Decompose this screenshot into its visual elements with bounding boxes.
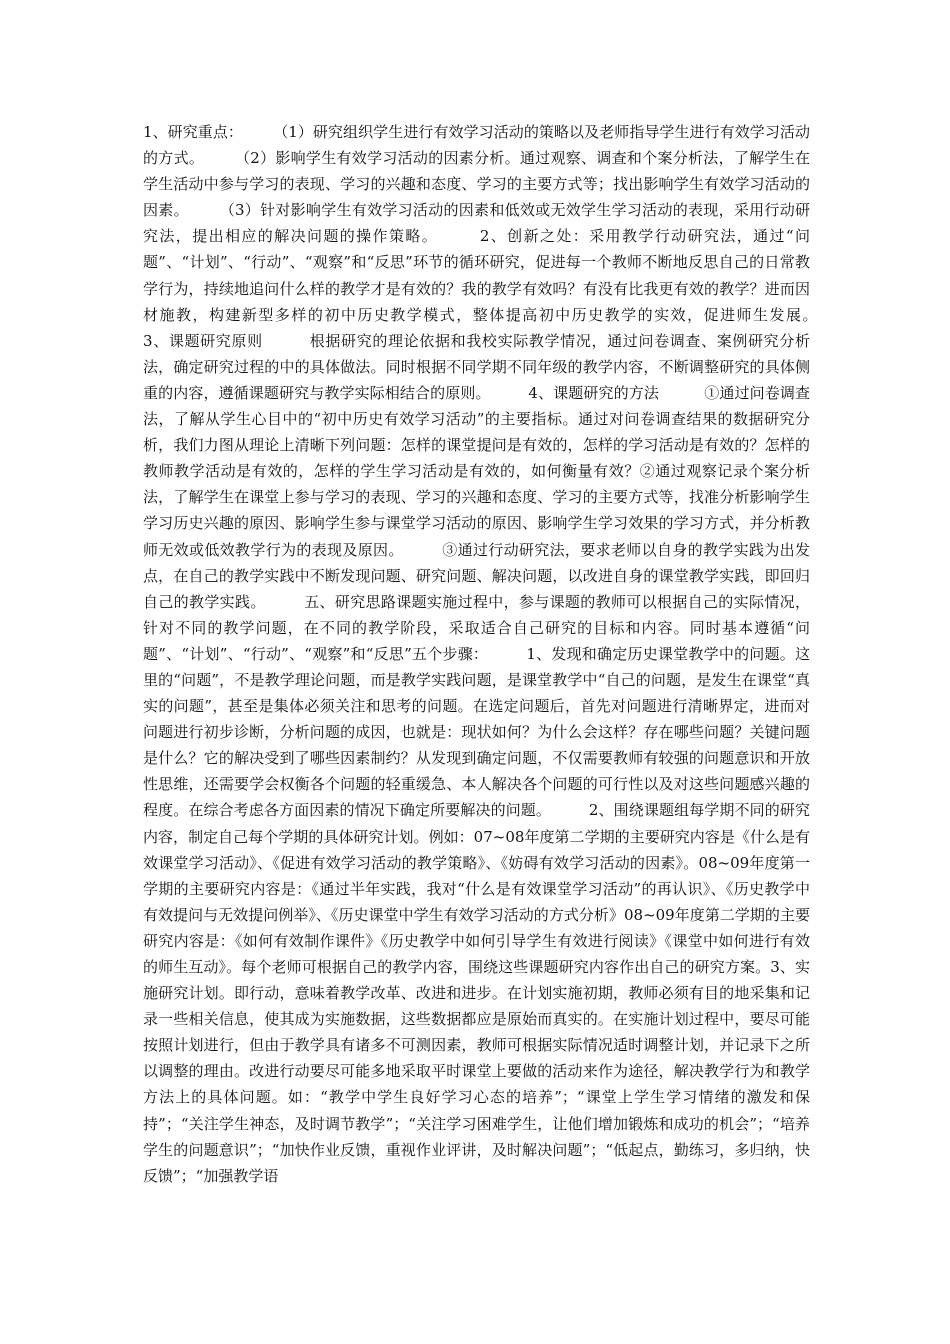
document-page — [143, 119, 856, 1279]
body-paragraph: 1、研究重点： （1）研究组织学生进行有效学习活动的策略以及老师指导学生进行有效学习活动的方式。 （2）影响学生有效学习活动的因素分析。通过观察、调查和个案分析法，了解学生在学生活动中参与学习的表现、学习的兴趣和态度、学习的主要方式等；找出影响学生有效学习活动的因素。 （3）针对影响学生有效学习活动的因素和低效或无效学生学习活动的表现，采用行动研究法，提出相应的解决问题的操作策略。 2、创新之处：采用教学行动研究法，通过“问题”、“计划”、“行动”、“观察”和“反思”环节的循环研究，促进每一个教师不断地反思自己的日常教学行为，持续地追问什么样的教学才是有效的？我的教学有效吗？有没有比我更有效的教学？进而因材施教，构建新型多样的初中历史教学模式，整体提高初中历史教学的实效，促进师生发展。 3、课题研究原则 根据研究的理论依据和我校实际教学情况，通过问卷调查、案例研究分析法，确定研究过程的中的具体做法。同时根据不同学期不同年级的教学内容，不断调整研究的具体侧重的内容，遵循课题研究与教学实际相结合的原则。 4、课题研究的方法 ①通过问卷调查法，了解从学生心目中的“初中历史有效学习活动”的主要指标。通过对问卷调查结果的数据研究分析，我们力图从理论上清晰下列问题：怎样的课堂提问是有效的，怎样的学习活动是有效的？怎样的教师教学活动是有效的，怎样的学生学习活动是有效的，如何衡量有效？②通过观察记录个案分析法，了解学生在课堂上参与学习的表现、学习的兴趣和态度、学习的主要方式等，找准分析影响学生学习历史兴趣的原因、影响学生参与课堂学习活动的原因、影响学生学习效果的学习方式，并分析教师无效或低效教学行为的表现及原因。 ③通过行动研究法，要求老师以自身的教学实践为出发点，在自己的教学实践中不断发现问题、研究问题、解决问题，以改进自身的课堂教学实践，即回归自己的教学实践。 五、研究思路课题实施过程中，参与课题的教师可以根据自己的实际情况，针对不同的教学问题，在不同的教学阶段，采取适合自己研究的目标和内容。同时基本遵循“问题”、“计划”、“行动”、“观察”和“反思”五个步骤： 1、发现和确定历史课堂教学中的问题。这里的“问题”，不是教学理论问题，而是教学实践问题，是课堂教学中“自己的问题，是发生在课堂“真实的问题”，甚至是集体必须关注和思考的问题。在选定问题后，首先对问题进行清晰界定，进而对问题进行初步诊断，分析问题的成因，也就是：现状如何？为什么会这样？存在哪些问题？关键问题是什么？它的解决受到了哪些因素制约？从发现到确定问题，不仅需要教师有较强的问题意识和开放性思维，还需要学会权衡各个问题的轻重缓急、本人解决各个问题的可行性以及对这些问题感兴趣的程度。在综合考虑各方面因素的情况下确定所要解决的问题。 2、围绕课题组每学期不同的研究内容，制定自己每个学期的具体研究计划。例如：07~08年度第二学期的主要研究内容是《什么是有效课堂学习活动》、《促进有效学习活动的教学策略》、《妨碍有效学习活动的因素》。08~09年度第一学期的主要研究内容是：《通过半年实践，我对“什么是有效课堂学习活动”的再认识》、《历史教学中有效提问与无效提问例举》、《历史课堂中学生有效学习活动的方式分析》08~09年度第二学期的主要研究内容是：《如何有效制作课件》《历史教学中如何引导学生有效进行阅读》《课堂中如何进行有效的师生互动》。每个老师可根据自己的教学内容，围绕这些课题研究内容作出自己的研究方案。3、实施研究计划。即行动，意味着教学改革、改进和进步。在计划实施初期，教师必须有目的地采集和记录一些相关信息，使其成为实施数据，这些数据都应是原始而真实的。在实施计划过程中，要尽可能按照计划进行，但由于教学具有诸多不可测因素，教师可根据实际情况适时调整计划，并记录下之所以调整的理由。改进行动要尽可能多地采取平时课堂上要做的活动来作为途径，解决教学行为和教学方法上的具体问题。如：“教学中学生良好学习心态的培养”；“课堂上学生学习情绪的激发和保持”；“关注学生神态，及时调节教学”；“关注学习困难学生，让他们增加锻炼和成功的机会”；“培养学生的问题意识”；“加快作业反馈，重视作业评讲，及时解决问题”；“低起点，勤练习，多归纳，快反馈”；“加强教学语 — [143, 123, 856, 1185]
